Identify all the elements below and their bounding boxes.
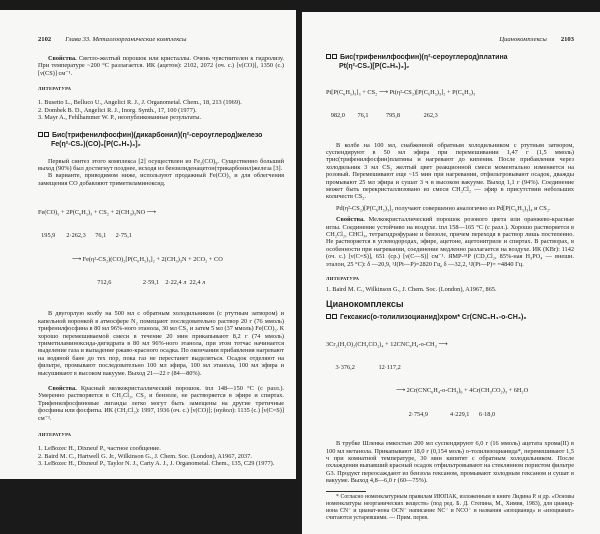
reference: 1. Busetto L., Belluco U., Angelici R. J., J. Organometal. Chem., 18, 213 (1969). <box>38 99 242 107</box>
checkbox-icon <box>326 54 331 59</box>
checkbox-icon <box>44 132 49 137</box>
reference-list <box>38 445 284 467</box>
reference: 3. Mayr A., Fehlhammer W. P., неопубликованные результаты. <box>38 114 202 122</box>
running-header <box>38 36 284 44</box>
equation-line: 2·754,9 4·229,1 6·18,0 <box>396 410 496 418</box>
procedure-paragraph: В двугорлую колбу на 500 мл с обратным холодильником (с ртутным затвором) и капельной воронкой в атмосфере N₂ помещают последовательно раствор 20 г (76 ммоль) трифенилфосфина в 80 мл 96%-ного этанола, 30 мл CS₂ и затем 5 мл (37 ммоль) Fe(CO)₅. К хорошо перемешиваемой смеси в течение 20 мин прикапывают 8,2 г (74 ммоль) триметиламиноксида-дигидрата в 80 мл 96%-ного этанола, при этом тотчас начинается выделение газа и выпадение ржаво-красного осадка. По окончании прибавления нагревают на водяной бане до тех пор, пока газ не перестанет выделяться. Осадок отделяют на фильтре, промывают последовательно 100 мл эфира, 100 мл этанола, 100 мл эфира и высушивают в высоком вакууме. Выход 21—22 г (84—80%). <box>38 310 284 377</box>
section-heading: Цианокомплексы <box>326 299 404 310</box>
equation-line: 195,9 2·262,3 76,1 2·75,1 <box>38 232 132 240</box>
equation-line: Pt[P(C₆H₅)₃]₃ + CS₂ ⟶ Pt(η²-CS₂)[P(C₆H₅)₃]₂ + P(C₆H₅)₃ <box>326 88 476 96</box>
equation-line: ⟶ Fe(η²-CS₂)(CO)₂[P(C₆H₅)₃]₂ + 2(CH₃)₃N + 2CO₂ + CO <box>72 255 223 263</box>
equation-line: 712,6 2·59,1 2·22,4 л 22,4 л <box>72 279 206 287</box>
compound-formula: Pt(η²-CS₂)[P(C₆H₅)₃]₂ <box>339 62 410 70</box>
reference: 3. LeBozec H., Dixneuf P., Taylor N. J., Carty A. J., J. Organometal. Chem., 135, C29 (1977). <box>38 459 275 467</box>
procedure-paragraph: В трубке Шленка емкостью 200 мл суспендируют 6,0 г (16 ммоль) ацетата хрома(II) в 100 мл метанола. Прикапывают 18,0 г (0,154 моль) о-толилизоцианида*, перемешивают 1,5 ч при комнатной температуре, 30 мин кипятят с обратным холодильником. После охлаждения выпавший красный осадок отфильтровывают на стеклянном пористом фильтре G3. Продукт переосаждают из бензола гексаном, промывают холодным гексаном и сушат в вакууме. Выход 4,8—6,0 г (60—75%). <box>326 440 574 485</box>
pd-note: Pd(η²-CS₂)[P(C₆H₅)₃]₂ получают совершенно аналогично из Pd[P(C₆H₅)₃]₄ и CS₂. <box>336 204 551 212</box>
left-page <box>0 10 296 479</box>
compound-heading <box>326 314 574 323</box>
reference-list <box>38 99 284 121</box>
chapter-title: Цианокомплексы <box>499 36 547 43</box>
reaction-equation <box>38 193 284 302</box>
properties-text: Мелкокристаллический порошок розового цвета или оранжево-красные иглы. Соединение устойчиво на воздухе. tпл 158—165 °С (с разл.). Хорошо растворяется в CH₂Cl₂, CHCl₃, тетрагидрофуране и бензоле, причем переходя в раствор лишь постепенно. Не растворяется в углеводородах, эфире, ацетоне, ацетонитриле и спиртах. В растворах, в особенности при нагревании, соединение медленно разлагается на воздухе. ИК (KBr): 1142 (оч. с.) [ν(C=S)], 651 (ср.) [ν(C—S)] см⁻¹. ЯМР-³¹P (CD₂Cl₂, 85%-ная H₃PO₄ — внешн. эталон, 25 °C): δ —20,9, ¹J(Pt—P)=2820 Гц, δ —32,2, ¹J(Pt—P)= =4840 Гц. <box>326 216 574 268</box>
properties-label: Свойства. <box>336 216 365 224</box>
intro-paragraph: В варианте, приводимом ниже, используют продажный Fe(CO)₅ и для облегчения замещения CO добавляют триметиламиноксид. <box>38 172 284 187</box>
checkbox-icon <box>326 314 331 319</box>
literature-heading: ЛИТЕРАТУРА <box>38 432 72 438</box>
properties-paragraph <box>38 55 284 77</box>
properties-paragraph <box>38 385 284 422</box>
reaction-equation <box>326 325 574 434</box>
compound-formula: Fe(η²-CS₂)(CO)₂[P(C₆H₅)₃]₂ <box>51 141 141 149</box>
page-number: 2103 <box>560 36 574 43</box>
compound-heading <box>38 132 284 149</box>
equation-line: ⟶ 2Cr(CNC₆H₄-o-CH₃)₆ + 4Cr(CH₃CO₂)₃ + 6H₂O <box>396 387 529 395</box>
reference: 1. Baird M. C., Wilkinson G., J. Chem. Soc. (London), A1967, 865. <box>326 286 497 294</box>
properties-text: Светло-желтый порошок или кристаллы. Очень чувствителен к гидролизу. При температуре ~200 °С разлагается. ИК (ацетон): 2102, 2072 (оч. с.) [ν(CO)], 1350 (с.) [ν(CS)] см⁻¹. <box>38 55 284 77</box>
equation-line: Fe(CO)₅ + 2P(C₆H₅)₃ + CS₂ + 2(CH₃)₃NO ⟶ <box>38 208 156 216</box>
reference: 1. LeBozec H., Dixneuf P., частное сообщение. <box>38 445 161 453</box>
properties-label: Свойства. <box>48 385 77 393</box>
chapter-title: Глава 33. Металлоорганические комплексы <box>65 36 187 43</box>
equation-line: 3·376,2 12·117,2 <box>326 364 401 372</box>
footnote: * Согласно номенклатурным правилам ИЮПАК, изложенным в книге Лидина Р. и др. «Основы номенклатуры неорганических веществ» (под ред. Б. Д. Степина, М., Химия, 1983), для цианид-иона CN⁻ и цианат-иона OCN⁻ написание NC⁻ и NCO⁻ и названия «изоцианид» и «изоцианат» считаются устаревшими. — Прим. перев. <box>326 494 574 522</box>
running-header <box>326 36 574 44</box>
properties-paragraph <box>326 216 574 268</box>
checkbox-icon <box>38 132 43 137</box>
footnote-divider <box>326 491 366 492</box>
compound-name: Бис(трифенилфосфин)(η²-сероуглерод)платина <box>339 54 508 61</box>
properties-label: Свойства. <box>48 55 77 62</box>
equation-line: 982,0 76,1 795,8 262,3 <box>326 112 438 120</box>
reference-list <box>326 286 574 293</box>
checkbox-icon <box>332 54 337 59</box>
reference: 2. Dombek B. D., Angelici R. J., Inorg. Synth., 17, 100 (1977). <box>38 106 197 114</box>
equation-line: 3Cr₂(H₂O)₂(CH₃CO₂)₄ + 12CNC₆H₄-o-CH₃ ⟶ <box>326 340 448 348</box>
page-number: 2102 <box>38 36 52 43</box>
literature-heading: ЛИТЕРАТУРА <box>326 276 360 282</box>
compound-name: Бис(трифенилфосфин)(дикарбонил)(η²-сероуглерод)железо <box>51 132 263 140</box>
properties-text: Красный мелкокристаллический порошок. tпл 148—150 °С (с разл.). Умеренно растворяется в CH₂Cl₂, CS₂ и бензоле, не растворяется в эфире и спиртах. Трифенилфосфиновые лиганды легко могут быть замещены на другие третичные фосфины или фосфиты. ИК (CH₂Cl₂): 1997, 1936 (оч. с.) [ν(CO)]; (нуйол): 1135 (с.) [ν(C=S)] см⁻¹. <box>38 385 284 422</box>
reference: 2. Baird M. C., Hartwell G. Jr., Wilkinson G., J. Chem. Soc. (London), A1967, 2037. <box>38 452 252 460</box>
compound-heading <box>326 54 574 71</box>
right-page <box>302 12 600 534</box>
checkbox-icon <box>332 314 337 319</box>
reaction-equation <box>326 73 574 135</box>
literature-heading: ЛИТЕРАТУРА <box>38 86 72 92</box>
procedure-paragraph: В колбе на 100 мл, снабженной обратным холодильником с ртутным затвором, суспендируют в 50 мл эфира при перемешивании 1,47 г (1,5 ммоль) трис(трифенилфосфин)платины и нагревают до кипения. После прибавления через холодильник 3 мл CS₂ желтый цвет реакционной смеси моментально изменяется на розовый. Перемешивают еще ~15 мин при нагревании, отфильтровывают осадок, дважды промывают 25 мл эфира и сушат 3 ч в высоком вакууме. Выход 1,1 г (94%). Соединение может быть перекристаллизовано из смеси CH₂Cl₂ — эфир в присутствии небольших количеств CS₂. <box>326 141 574 201</box>
compound-name: Гексакис(о-толилизоцианид)хром* Cr(CNC₆H₄-o-CH₃)₆ <box>339 314 527 322</box>
intro-paragraph: Первый синтез этого комплекса [2] осуществлен из Fe₂(CO)₉. Существенно больший выход (90%) был достигнут позднее, исходя из бензилиденацетон(трикарбонил)железа [3]. <box>38 157 284 173</box>
